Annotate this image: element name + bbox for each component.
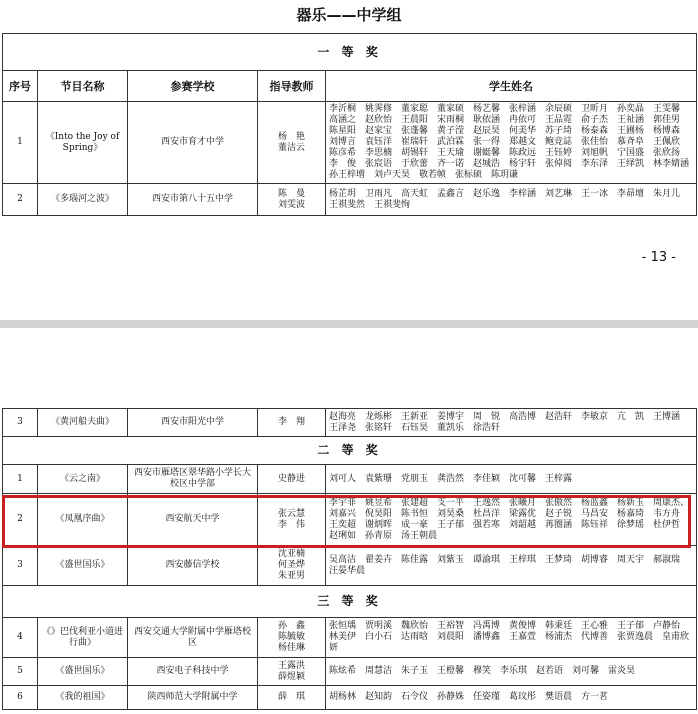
page-number: - 13 - (641, 250, 676, 265)
teacher-name: 沈亚楠 (277, 549, 305, 559)
row-students: 赵海亮 龙烁彬 王新亚 姜博宇 周 锐 高浩博 赵浩轩 李敏京 亢 凯 王博涵 王泽尧 张铭轩 石钰昊 董凯乐 徐浩轩 (326, 409, 697, 437)
row-no: 4 (3, 618, 38, 658)
table-row (3, 686, 697, 710)
row-program: 《盛世国乐》 (38, 546, 128, 586)
awards-table-continued (2, 408, 697, 710)
awards-table-first-prize (2, 33, 697, 216)
header-teacher: 指导教师 (258, 71, 326, 102)
table-row (3, 102, 697, 184)
row-program: 《我的祖国》 (38, 686, 128, 710)
row-program: 《多瑙河之波》 (38, 184, 128, 216)
row-program: 《黄河船夫曲》 (38, 409, 128, 437)
header-no: 序号 (3, 71, 38, 102)
row-school: 西安市第八十五中学 (128, 184, 258, 216)
second-prize-band: 二 等 奖 (3, 437, 697, 465)
row-students: 陈炫希 周慧洁 朱子玉 王橙馨 穆笑 李乐琪 赵若语 刘可馨 雷炎昊 (326, 658, 697, 686)
table-row (3, 618, 697, 658)
row-teachers (258, 618, 326, 658)
row-students: 李宇菲 姚昱希 张建超 支一平 王逸然 张曦月 张傲然 杨蓝鑫 杨新玉 周康杰、刘嘉兴 倪昊阳 陈书恒 刘昊桑 杜昌洋 梁露优 赵子锐 马昌安 杨嘉琦 韦方舟 王奕超 谢炳晖 成一豪 王子郁 强若寒 刘韶越 苒圈涵 陈钰祥 徐梦瑶 杜伊哲 赵琍如 孙青原 汤王朝晨 (326, 494, 697, 546)
row-teachers (258, 102, 326, 184)
teacher-name: 张云慧 (277, 508, 305, 519)
table-row (3, 465, 697, 494)
row-program: 《盛世国乐》 (38, 658, 128, 686)
row-students: 吴高洁 翟姜卉 陈佳露 刘紫玉 谭渝琪 王梓琪 王梦琦 胡博睿 周天宇 郝淑瑞 汪晏华晨 (326, 546, 697, 586)
teacher-name: 李 翔 (277, 417, 305, 427)
row-teachers (258, 494, 326, 546)
row-teachers (258, 465, 326, 494)
teacher-name: 陈 曼 (277, 188, 305, 199)
first-prize-band: 一 等 奖 (3, 34, 697, 71)
row-students: 张恒瑀 贾明溪 魏欣怡 王裕智 冯禹博 黄俊博 韩秉廷 王心雅 王子郁 卢静怡 林美伊 白小石 达雨晗 刘晨阳 潘博鑫 王嘉萱 杨浦杰 代博善 张贾逸晨 皇甫欣妍 (326, 618, 697, 658)
row-school: 西安市雁塔区翠华路小学长大校区中学部 (128, 465, 258, 494)
row-program: 《凤凰序曲》 (38, 494, 128, 546)
teacher-name: 李 伟 (277, 519, 305, 530)
teacher-name: 杨 艳 (277, 131, 305, 142)
row-students: 胡杨林 赵知韵 石令仪 孙静姝 任姿瑾 葛玟彤 樊语晨 方一茗 (326, 686, 697, 710)
table-row (3, 546, 697, 586)
row-teachers (258, 546, 326, 586)
page-separator (0, 320, 698, 328)
table-row (3, 409, 697, 437)
third-prize-band: 三 等 奖 (3, 586, 697, 618)
table-row (3, 184, 697, 216)
row-students: 李沂桐 姚霁修 董家聪 董家硕 杨艺馨 张梓涵 余辰硕 卫昕月 孙奕晶 王雯馨 高涵之 赵欣怡 王晨阳 宋雨桐 耿依涵 冉依可 王品霓 俞子杰 王祉涵 郭佳男 陈星阳 赵家宝 张蓬馨 黄子滢 赵辰昊 何美华 苏子琦 杨泰森 王圃杨 杨博森 刘博言 袁钰洋 崔瑞轩 武泊霖 张一得 郑越文 鲍竞誌 张佳怡 慕斉阜 王佩欣 陈彦希 李思楠 胡锡轩 王天瑜 谢蜓馨 陈政远 王钰婷 刘旭帆 宁国盛 张欣扬 李 俊 张宸语 于欣蕾 齐一诺 赵城浩 杨宇轩 张倬阅 李东泽 王绎凯 林李婧涵 孙王梓增 刘卢天昊 敬若帧 张标硕 陈玥谦 (326, 102, 697, 184)
row-no: 3 (3, 409, 38, 437)
document-page-14 (0, 328, 698, 714)
row-no: 2 (3, 494, 38, 546)
teacher-name: 王露洪 (277, 660, 305, 671)
row-school: 陕西师范大学附属中学 (128, 686, 258, 710)
row-school: 西安藤信学校 (128, 546, 258, 586)
header-program: 节目名称 (38, 71, 128, 102)
table-row (3, 494, 697, 546)
document-page-13 (0, 0, 698, 320)
row-teachers (258, 184, 326, 216)
row-school: 西安电子科技中学 (128, 658, 258, 686)
row-program: 《云之南》 (38, 465, 128, 494)
row-no: 5 (3, 658, 38, 686)
row-no: 6 (3, 686, 38, 710)
teacher-name: 何圣烨 (277, 560, 305, 570)
row-program: 《》巴伐利亚小道进行曲》 (38, 618, 128, 658)
teacher-name: 陈毓敏 (277, 632, 305, 642)
teacher-name: 薛 琪 (277, 692, 305, 702)
teacher-name: 孙 鑫 (277, 621, 305, 631)
teacher-name: 薛煜颖 (277, 671, 305, 682)
row-teachers (258, 658, 326, 686)
row-school: 西安市阳光中学 (128, 409, 258, 437)
table-header (3, 71, 697, 102)
row-no: 3 (3, 546, 38, 586)
section-title: 器乐——中学组 (296, 6, 402, 24)
row-no: 1 (3, 465, 38, 494)
row-school: 西安航天中学 (128, 494, 258, 546)
row-teachers (258, 686, 326, 710)
table-row (3, 658, 697, 686)
header-school: 参赛学校 (128, 71, 258, 102)
header-students: 学生姓名 (326, 71, 697, 102)
teacher-name: 朱亚男 (277, 571, 305, 581)
teacher-name: 董洁云 (277, 142, 305, 153)
teacher-name: 史静进 (277, 473, 305, 484)
row-program: 《Into the Joy of Spring》 (38, 102, 128, 184)
row-students: 杨芷玥 卫雨凡 高天虹 孟鑫言 赵乐逸 李梓涵 刘艺琳 王一冰 李昴壇 朱月儿 王祺斐然 王祺斐恂 (326, 184, 697, 216)
row-no: 2 (3, 184, 38, 216)
teacher-name: 杨佳琳 (277, 643, 305, 653)
teacher-name: 刘雯波 (277, 199, 305, 210)
row-school: 西安交通大学附属中学雁塔校区 (128, 618, 258, 658)
row-students: 刘可人 袁紫珊 党朋玉 龚浩然 李佳颖 沈可馨 王梓露 (326, 465, 697, 494)
row-school: 西安市育才中学 (128, 102, 258, 184)
row-no: 1 (3, 102, 38, 184)
row-teachers (258, 409, 326, 437)
